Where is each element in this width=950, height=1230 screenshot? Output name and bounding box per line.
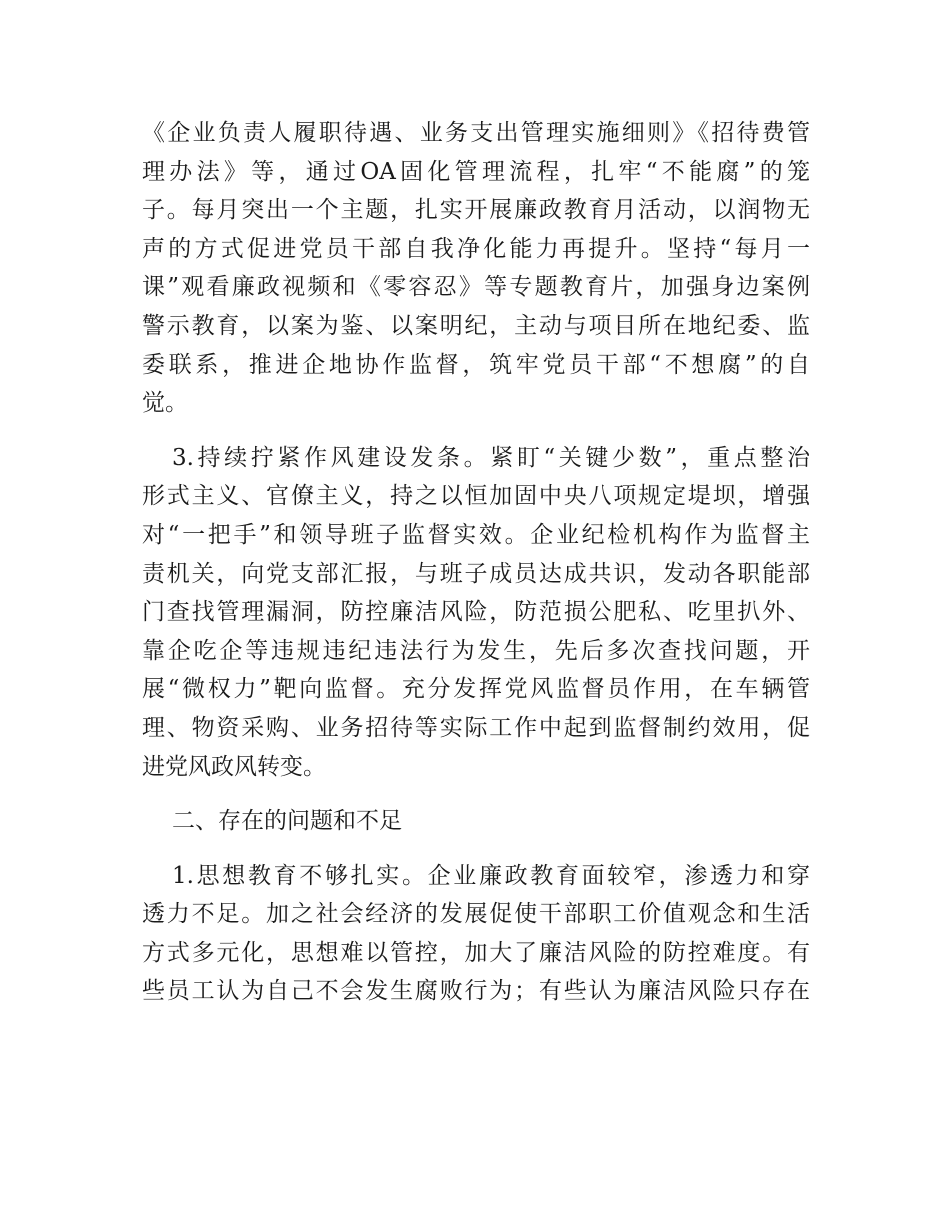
- text-line: 对“一把手”和领导班子监督实效。企业纪检机构作为监督主: [142, 521, 810, 548]
- text-line: 课”观看廉政视频和《零容忍》等专题教育片，加强身边案例: [142, 274, 810, 301]
- text-line: 委联系，推进企地协作监督，筑牢党员干部“不想腐”的自: [142, 351, 810, 378]
- text-line: 1.思想教育不够扎实。企业廉政教育面较窄，渗透力和穿: [172, 862, 810, 889]
- section-heading: [142, 802, 810, 841]
- text-line: 门查找管理漏洞，防控廉洁风险，防范损公肥私、吃里扒外、: [142, 599, 810, 626]
- text-line: 透力不足。加之社会经济的发展促使干部职工价值观念和生活: [142, 901, 810, 928]
- text-line: 进党风政风转变。: [142, 753, 326, 780]
- text-line: 展“微权力”靶向监督。充分发挥党风监督员作用，在车辆管: [142, 676, 810, 703]
- text-line: 《企业负责人履职待遇、业务支出管理实施细则》《招待费管: [142, 120, 810, 146]
- text-line: 责机关，向党支部汇报，与班子成员达成共识，发动各职能部: [142, 560, 810, 587]
- text-line: 些员工认为自己不会发生腐败行为；有些认为廉洁风险只存在: [142, 978, 810, 1005]
- text-line: 警示教育，以案为鉴、以案明纪，主动与项目所在地纪委、监: [142, 312, 810, 339]
- paragraph: [142, 857, 810, 1011]
- text-line: 觉。: [142, 390, 188, 417]
- text-line: 二、存在的问题和不足: [172, 808, 402, 835]
- text-line: 理办法》等，通过OA固化管理流程，扎牢“不能腐”的笼: [142, 158, 810, 185]
- text-line: 子。每月突出一个主题，扎实开展廉政教育月活动，以润物无: [142, 197, 810, 224]
- paragraph: [142, 114, 810, 423]
- text-line: 声的方式促进党员干部自我净化能力再提升。坚持“每月一: [142, 235, 810, 262]
- text-line: 靠企吃企等违规违纪违法行为发生，先后多次查找问题，开: [142, 637, 810, 664]
- text-line: 方式多元化，思想难以管控，加大了廉洁风险的防控难度。有: [142, 939, 810, 966]
- text-line: 3.持续拧紧作风建设发条。紧盯“关键少数”，重点整治: [172, 444, 810, 471]
- text-line: 形式主义、官僚主义，持之以恒加固中央八项规定堤坝，增强: [142, 483, 810, 510]
- text-line: 理、物资采购、业务招待等实际工作中起到监督制约效用，促: [142, 714, 810, 741]
- paragraph: [142, 439, 810, 786]
- document-page: [142, 114, 810, 1027]
